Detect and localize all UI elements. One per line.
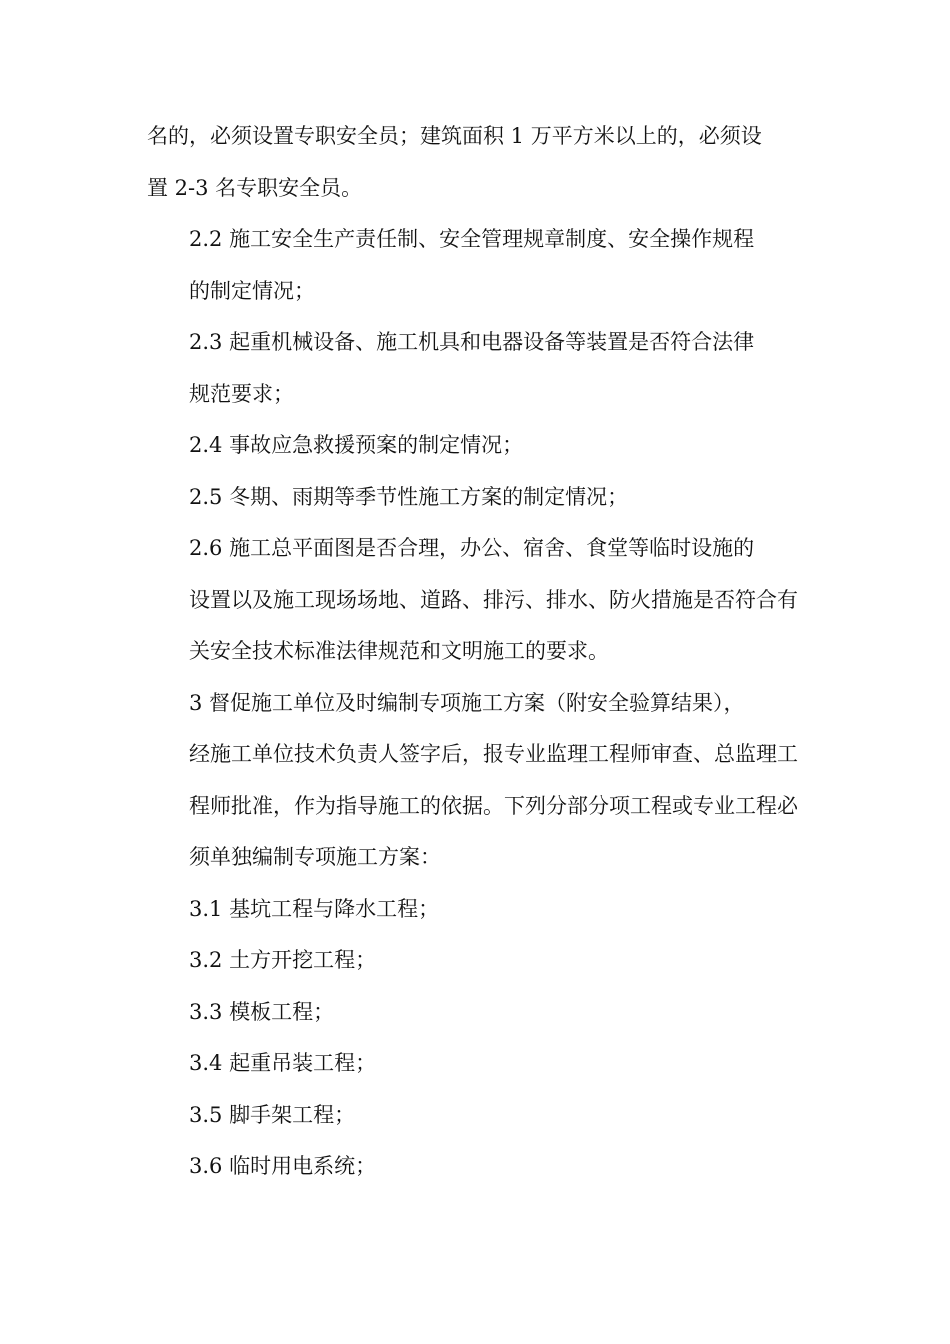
- paragraph: [147, 884, 795, 936]
- text-line: 关安全技术标准法律规范和文明施工的要求。: [189, 639, 609, 663]
- text-line: 程师批准，作为指导施工的依据。下列分部分项工程或专业工程必: [189, 793, 798, 818]
- paragraph: [147, 523, 798, 678]
- paragraph: [147, 472, 795, 524]
- text-line: 3.3 模板工程；: [189, 999, 335, 1024]
- text-line: 经施工单位技术负责人签字后，报专业监理工程师审查、总监理工: [189, 742, 798, 766]
- paragraph: [147, 678, 798, 884]
- paragraph: [147, 420, 795, 472]
- text-line: 须单独编制专项施工方案：: [189, 845, 441, 869]
- text-line: 3 督促施工单位及时编制专项施工方案（附安全验算结果），: [189, 690, 745, 715]
- document-body: [147, 111, 798, 1193]
- text-line: 2.3 起重机械设备、施工机具和电器设备等装置是否符合法律: [189, 330, 755, 354]
- text-line: 3.6 临时用电系统；: [189, 1154, 377, 1178]
- text-line: 3.5 脚手架工程；: [189, 1102, 356, 1127]
- text-line: 2.6 施工总平面图是否合理，办公、宿舍、食堂等临时设施的: [189, 536, 755, 560]
- text-line: 2.4 事故应急救援预案的制定情况；: [189, 433, 524, 457]
- text-line: 3.4 起重吊装工程；: [189, 1051, 377, 1075]
- paragraph: [147, 111, 795, 214]
- paragraph: [147, 214, 795, 317]
- text-line: 的制定情况；: [189, 278, 315, 303]
- paragraph: [147, 935, 795, 987]
- paragraph: [147, 1090, 795, 1142]
- text-line: 设置以及施工现场场地、道路、排污、排水、防火措施是否符合有: [189, 587, 798, 612]
- paragraph: [147, 1038, 795, 1090]
- text-line: 3.1 基坑工程与降水工程；: [189, 896, 440, 921]
- paragraph: [147, 317, 795, 420]
- paragraph: [147, 987, 795, 1039]
- text-line: 2.5 冬期、雨期等季节性施工方案的制定情况；: [189, 484, 629, 509]
- text-line: 置 2-3 名专职安全员。: [147, 175, 363, 200]
- paragraph: [147, 1141, 795, 1193]
- text-line: 2.2 施工安全生产责任制、安全管理规章制度、安全操作规程: [189, 227, 755, 251]
- text-line: 3.2 土方开挖工程；: [189, 948, 377, 972]
- text-line: 规范要求；: [189, 381, 294, 406]
- text-line: 名的，必须设置专职安全员；建筑面积 1 万平方米以上的，必须设: [147, 124, 762, 148]
